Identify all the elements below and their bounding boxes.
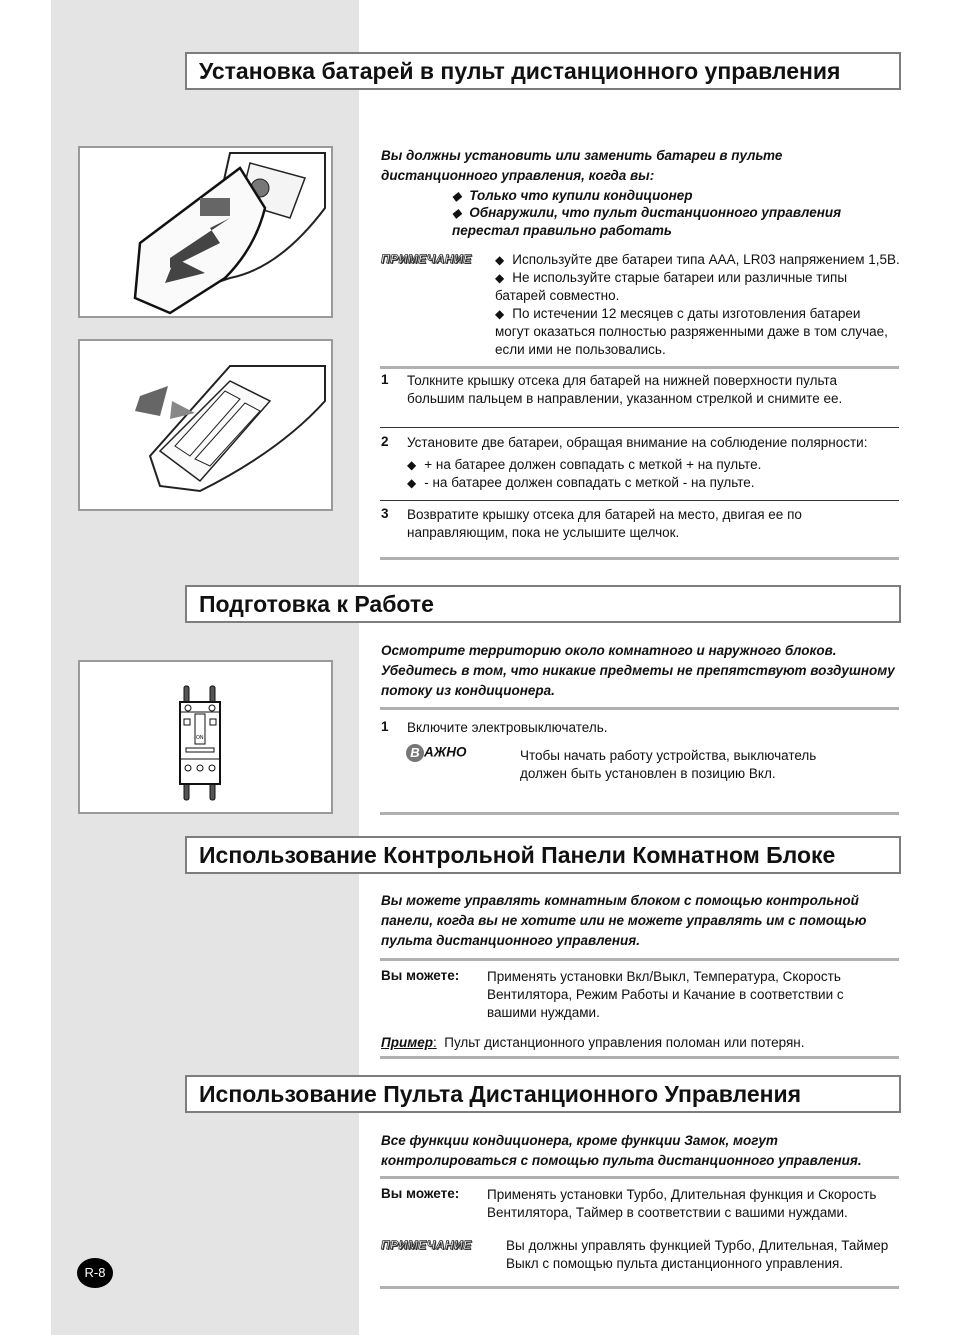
divider: [380, 1176, 899, 1179]
section-title-battery-install: Установка батарей в пульт дистанционного управления: [185, 52, 901, 90]
step-number: 1: [381, 372, 389, 387]
page-number-badge: R-8: [77, 1258, 113, 1288]
polarity-bullet: ◆ + на батарее должен совпадать с меткой + на пульте.: [407, 456, 887, 474]
svg-text:ON: ON: [196, 735, 204, 741]
step-text: Включите электровыключатель.: [407, 720, 608, 735]
can-text: Применять установки Вкл/Выкл, Температура, Скорость Вентилятора, Режим Работы и Качание в соответствии с вашими нуждами.: [487, 969, 844, 1020]
can-label: Вы можете:: [381, 968, 460, 983]
intro-bullet: ◆ Обнаружили, что пульт дистанционного управления перестал правильно работать: [452, 204, 902, 240]
divider: [380, 557, 899, 560]
note-bullet: ◆ Используйте две батареи типа AAA, LR03 напряжением 1,5В.: [495, 251, 905, 269]
important-icon: В: [406, 744, 424, 762]
step-number: 3: [381, 506, 389, 521]
divider: [380, 812, 899, 815]
divider: [380, 1286, 899, 1289]
example-text: Пульт дистанционного управления поломан или потерян.: [444, 1035, 805, 1050]
example-label: Пример: [381, 1035, 433, 1050]
remote-batteries-illustration: [80, 341, 331, 509]
remote-battery-cover-illustration: [80, 148, 331, 316]
important-label: В АЖНО: [406, 744, 467, 762]
step-text: Установите две батареи, обращая внимание на соблюдение полярности:: [407, 435, 868, 450]
step-number: 2: [381, 434, 389, 449]
figure-remote-cover-removal: [78, 146, 333, 318]
note-bullet: ◆ По истечении 12 месяцев с даты изготовления батареи могут оказаться полностью разряженными даже в том случае, если ими не пользовались.: [495, 305, 895, 359]
note-text: Вы должны управлять функцией Турбо, Длительная, Таймер Выкл с помощью пульта дистанционного управления.: [506, 1238, 889, 1271]
step-number: 1: [381, 719, 389, 734]
important-text: Чтобы начать работу устройства, выключатель должен быть установлен в позицию Вкл.: [520, 748, 817, 781]
can-label: Вы можете:: [381, 1186, 460, 1201]
control-panel-intro-text: Вы можете управлять комнатным блоком с помощью контрольной панели, когда вы не хотите или не можете управлять им с помощью пульта дистанционного управления.: [381, 893, 867, 948]
example-row: Пример: Пульт дистанционного управления поломан или потерян.: [381, 1035, 805, 1050]
can-text: Применять установки Турбо, Длительная функция и Скорость Вентилятора, Таймер в соответствии с вашими нуждами.: [487, 1187, 877, 1220]
circuit-breaker-illustration: [80, 662, 331, 812]
divider: [380, 1056, 899, 1059]
note-label: ПРИМЕЧАНИЕ: [381, 252, 472, 266]
section-title-remote-control: Использование Пульта Дистанционного Управления: [185, 1075, 901, 1113]
divider: [380, 958, 899, 961]
divider: [380, 366, 899, 369]
step-text: Возвратите крышку отсека для батарей на место, двигая ее по направляющим, пока не услышите щелчок.: [407, 507, 802, 540]
battery-intro-text: Вы должны установить или заменить батареи в пульте дистанционного управления, когда вы:: [381, 148, 783, 183]
section-title-preparation: Подготовка к Работе: [185, 585, 901, 623]
divider: [380, 707, 899, 710]
section-title-control-panel: Использование Контрольной Панели Комнатном Блоке: [185, 836, 901, 874]
divider: [380, 500, 899, 501]
note-bullet: ◆ Не используйте старые батареи или различные типы батарей совместно.: [495, 269, 875, 305]
step-text: Толкните крышку отсека для батарей на нижней поверхности пульта большим пальцем в направлении, указанном стрелкой и снимите ее.: [407, 373, 843, 406]
polarity-bullet: ◆ - на батарее должен совпадать с меткой - на пульте.: [407, 474, 887, 492]
figure-battery-insertion: [78, 339, 333, 511]
note-label: ПРИМЕЧАНИЕ: [381, 1238, 472, 1252]
remote-control-intro-text: Все функции кондиционера, кроме функции Замок, могут контролироваться с помощью пульта дистанционного управления.: [381, 1133, 862, 1168]
figure-circuit-breaker: [78, 660, 333, 814]
preparation-intro-text: Осмотрите территорию около комнатного и наружного блоков. Убедитесь в том, что никакие предметы не препятствуют воздушному потоку из кондиционера.: [381, 643, 895, 698]
divider: [380, 427, 899, 428]
intro-bullet: ◆ Только что купили кондиционер: [452, 186, 902, 206]
